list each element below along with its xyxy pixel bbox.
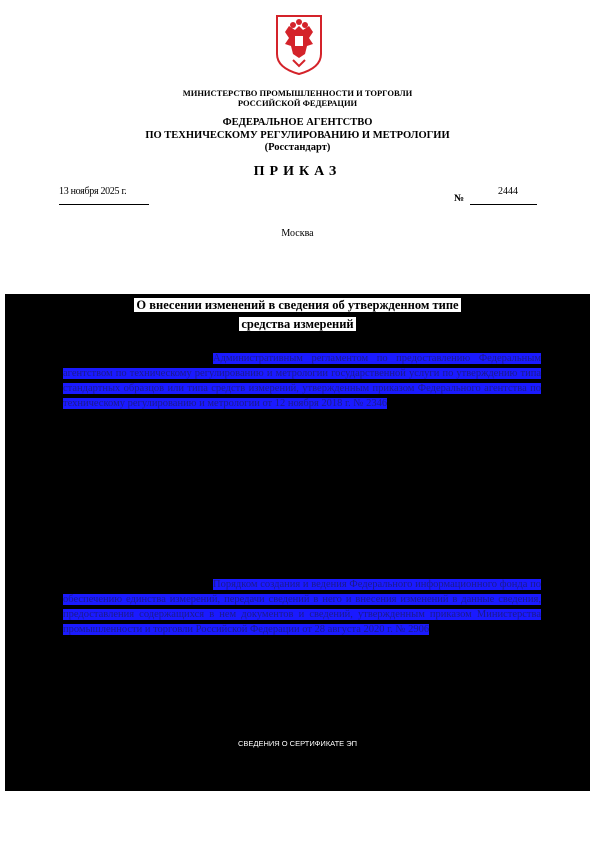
order-number-field (470, 186, 537, 205)
number-sign: № (454, 193, 465, 204)
agency-line-3: (Росстандарт) (264, 142, 331, 153)
subject-line-2: средства измерений (241, 317, 354, 331)
order-date: 13 ноября 2025 г. (59, 186, 127, 197)
order-subject (0, 296, 595, 334)
order-date-field (59, 186, 149, 205)
agency-line-1: ФЕДЕРАЛЬНОЕ АГЕНТСТВО (222, 117, 373, 128)
subject-line-1: О внесении изменений в сведения об утвержденном типе (136, 298, 459, 312)
agency-line-2: ПО ТЕХНИЧЕСКОМУ РЕГУЛИРОВАНИЮ И МЕТРОЛОГИИ (145, 129, 450, 141)
paragraph-regulation (63, 351, 541, 411)
order-number: 2444 (498, 186, 518, 197)
certificate-info: СВЕДЕНИЯ О СЕРТИФИКАТЕ ЭП (237, 739, 358, 748)
ministry-line-2: РОССИЙСКОЙ ФЕДЕРАЦИИ (237, 98, 358, 108)
city: Москва (281, 228, 314, 239)
agency-name (0, 117, 595, 155)
ministry-line-1: МИНИСТЕРСТВО ПРОМЫШЛЕННОСТИ И ТОРГОВЛИ (182, 88, 413, 98)
order-title: ПРИКАЗ (253, 164, 342, 179)
paragraph-procedure-text: Порядком создания и ведения Федерального информационного фонда по обеспечению единства измерений, передачи сведений в него и внесения изменений в данные сведения, предоставления содержащихся в нем документов и сведений, утвержденным приказом Министерства промышленности и торговли Российской Федерации от 28 августа 2020 г. № 2906 (63, 579, 541, 635)
ministry-name (0, 88, 595, 108)
coat-of-arms-icon (275, 14, 323, 76)
paragraph-regulation-text: Административным регламентом по предоставлению Федеральным агентством по техническому регулированию и метрологии государственной услуги по утверждению типа стандартных образцов или типа средств измерений, утвержденным приказом Федерального агентства по техническому регулированию и метрологии от 12 ноября 2018 г. № 2346 (63, 353, 541, 409)
paragraph-procedure (63, 577, 541, 637)
